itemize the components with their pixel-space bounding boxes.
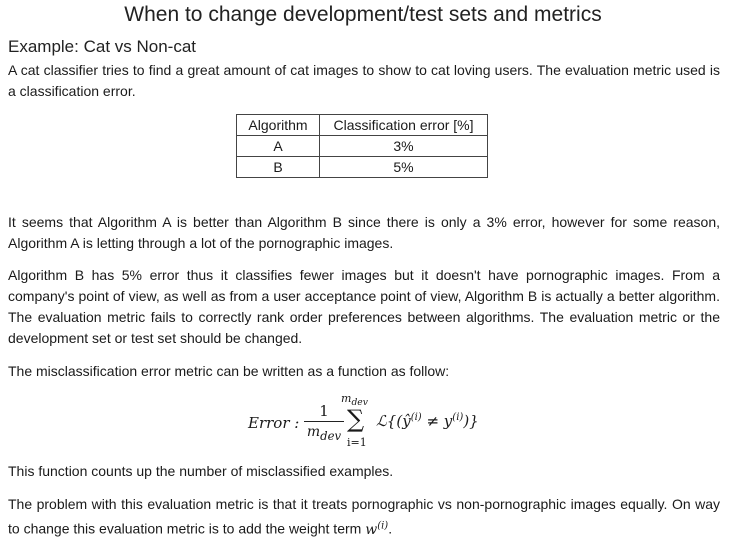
formula-fraction — [304, 402, 344, 445]
table-cell-error: 5% — [320, 157, 488, 178]
table-cell-algorithm: B — [237, 157, 320, 178]
comparison-paragraph: It seems that Algorithm A is better than Algorithm B since there is only a 3% error, however for some reason, Algorithm A is letting through a lot of the pornographic images. — [8, 214, 720, 251]
table-header-row — [237, 115, 488, 136]
sigma-symbol: ∑ — [347, 405, 365, 433]
sum-upper-sub: dev — [351, 397, 368, 409]
intro-paragraph: A cat classifier tries to find a great amount of cat images to show to cat loving users. The evaluation metric used is a classification error. — [8, 62, 720, 99]
table-cell-algorithm: A — [237, 136, 320, 157]
sum-lower-limit: i=1 — [347, 436, 367, 449]
fraction-bar — [304, 421, 344, 422]
loss-mid: ≠ y — [421, 412, 453, 430]
sum-upper-m: m — [341, 392, 352, 405]
table-cell-error: 3% — [320, 136, 488, 157]
formula-numerator: 1 — [319, 402, 329, 420]
loss-term — [376, 412, 479, 430]
table-header-error: Classification error [%] — [320, 115, 488, 136]
weight-term — [365, 522, 388, 538]
weight-sup: (i) — [377, 520, 389, 531]
error-formula — [248, 392, 508, 454]
counts-paragraph: This function counts up the number of misclassified examples. — [8, 463, 394, 479]
formula-denominator — [304, 423, 344, 445]
weight-symbol: w — [365, 521, 378, 538]
formula-lhs: Error : — [248, 414, 300, 432]
algorithm-b-paragraph: Algorithm B has 5% error thus it classifies fewer images but it doesn't have pornographic images. From a company's point of view, as well as from a user acceptance point of view, Algorithm B is actually a better algorithm. The evaluation metric fails to correctly rank order preferences between algorithms. The evaluation metric or the development set or test set should be changed. — [8, 267, 720, 346]
table-row — [237, 157, 488, 178]
loss-open: ℒ{(ŷ — [376, 412, 411, 430]
denominator-sub: dev — [320, 428, 342, 443]
example-subtitle: Example: Cat vs Non-cat — [8, 37, 197, 56]
page-title: When to change development/test sets and metrics — [124, 3, 602, 26]
table-row — [237, 136, 488, 157]
results-table — [236, 114, 488, 178]
metric-intro-paragraph: The misclassification error metric can be written as a function as follow: — [8, 363, 450, 379]
loss-sup-1: (i) — [410, 412, 422, 423]
denominator-m: m — [306, 424, 321, 440]
table-header-algorithm: Algorithm — [237, 115, 320, 136]
weight-paragraph-text: The problem with this evaluation metric is that it treats pornographic vs non-pornographic images equally. On way to change this evaluation metric is to add the weight term — [8, 496, 720, 537]
weight-trailing: . — [388, 520, 393, 537]
loss-close: )} — [463, 412, 479, 430]
weight-paragraph — [8, 494, 720, 541]
loss-sup-2: (i) — [452, 412, 464, 423]
